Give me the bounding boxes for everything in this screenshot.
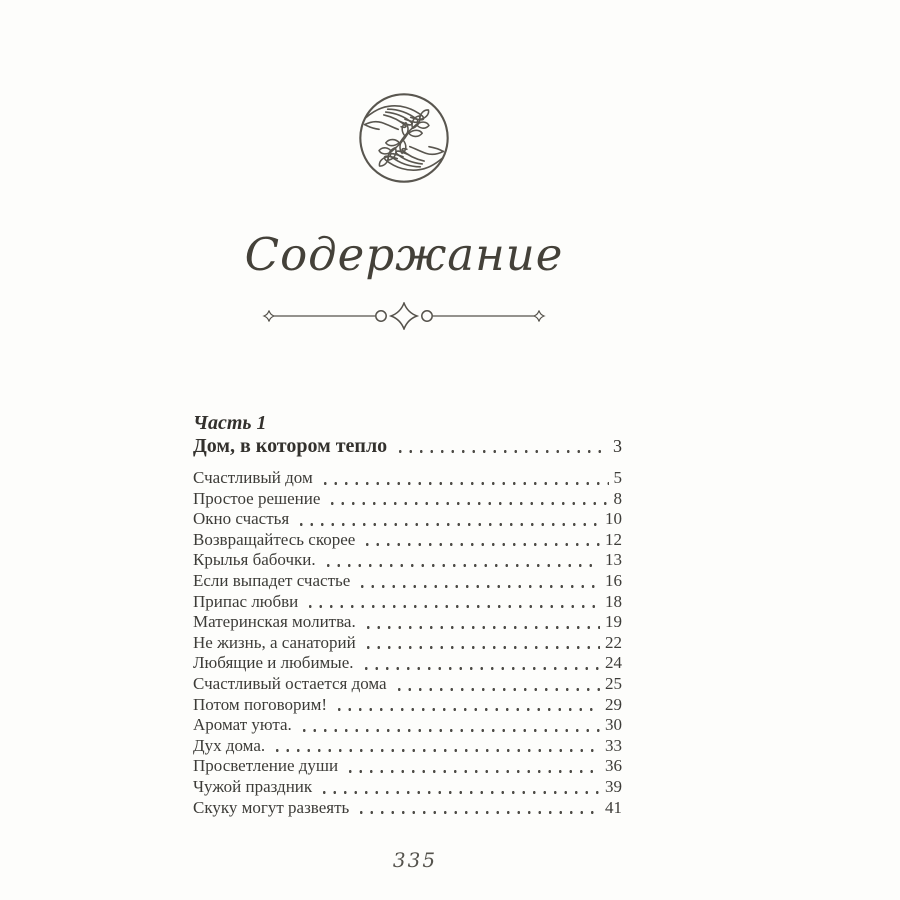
toc-entry[interactable] — [193, 736, 622, 757]
toc-entry-page-number: 18 — [605, 591, 622, 611]
dot-leader — [362, 530, 600, 551]
dot-leader — [327, 489, 608, 510]
toc-entry[interactable] — [193, 509, 622, 530]
dot-leader — [363, 612, 600, 633]
toc-entry-title: Материнская молитва. — [193, 612, 356, 632]
toc-entry[interactable] — [193, 798, 622, 819]
toc-entry-page-number: 16 — [605, 570, 622, 590]
toc-entry-title: Скуку могут развеять — [193, 797, 350, 817]
toc-entry-page-number: 29 — [605, 694, 622, 714]
dot-leader — [323, 550, 600, 571]
toc-entry-page-number: 22 — [605, 632, 622, 652]
dot-leader — [394, 674, 600, 695]
toc-entry-page-number: 25 — [605, 673, 622, 693]
toc-entry-title: Дух дома. — [193, 735, 266, 755]
toc-entry-title: Не жизнь, а санаторий — [193, 632, 356, 652]
toc-entry[interactable] — [193, 592, 622, 613]
toc-entry[interactable] — [193, 715, 622, 736]
toc-entry[interactable] — [193, 550, 622, 571]
toc-entry-page-number: 13 — [605, 550, 622, 570]
dot-leader — [363, 633, 600, 654]
toc-entry-page-number: 19 — [605, 612, 622, 632]
dot-leader — [334, 695, 600, 716]
dot-leader — [357, 571, 600, 592]
page-title: Содержание — [244, 228, 564, 281]
toc-entry-title: Счастливый остается дома — [193, 673, 387, 693]
toc-entry-title: Потом поговорим! — [193, 694, 328, 714]
folio-page-number: 335 — [392, 848, 438, 872]
toc-entry[interactable] — [193, 653, 622, 674]
toc-entry[interactable] — [193, 530, 622, 551]
toc-entry-title: Простое решение — [193, 488, 321, 508]
toc-entry-title: Чужой праздник — [193, 776, 313, 796]
toc-entry-page-number: 12 — [605, 529, 622, 549]
toc-entry-page-number: 5 — [613, 468, 622, 487]
toc-entry[interactable] — [193, 489, 622, 510]
table-of-contents — [193, 412, 622, 818]
toc-entry-page-number: 24 — [605, 653, 622, 673]
dot-leader — [272, 736, 600, 757]
toc-entry-title: Окно счастья — [193, 509, 290, 529]
toc-entry-page-number: 41 — [605, 797, 622, 817]
dot-leader — [345, 756, 600, 777]
toc-entry-title: Припас любви — [193, 591, 299, 611]
dot-leader — [319, 777, 600, 798]
toc-entry-title: Любящие и любимые. — [193, 653, 354, 673]
dot-leader — [395, 435, 609, 458]
dot-leader — [356, 798, 600, 819]
toc-entry[interactable] — [193, 633, 622, 654]
toc-entry-page-number: 30 — [605, 715, 622, 735]
toc-entry-title: Возвращайтесь скорее — [193, 529, 356, 549]
toc-entry-title: Аромат уюта. — [193, 715, 292, 735]
toc-entry-page-number: 8 — [613, 488, 622, 508]
dot-leader — [320, 468, 609, 489]
dot-leader — [361, 653, 600, 674]
hands-with-leafy-branches-icon — [356, 90, 452, 186]
toc-entry-title: Крылья бабочки. — [193, 550, 316, 570]
toc-entry[interactable] — [193, 777, 622, 798]
part-page-number: 3 — [613, 436, 622, 456]
part-title-row[interactable] — [193, 435, 622, 458]
toc-entry-page-number: 36 — [605, 756, 622, 776]
toc-entry[interactable] — [193, 756, 622, 777]
toc-entry-page-number: 33 — [605, 735, 622, 755]
ornamental-divider — [262, 302, 546, 330]
dot-leader — [305, 592, 600, 613]
toc-entry[interactable] — [193, 571, 622, 592]
toc-entry-list — [193, 468, 622, 818]
toc-entry[interactable] — [193, 612, 622, 633]
dot-leader — [296, 509, 600, 530]
toc-entry[interactable] — [193, 674, 622, 695]
part-title: Дом, в котором тепло — [193, 435, 388, 457]
toc-entry-title: Если выпадет счастье — [193, 570, 351, 590]
toc-entry-page-number: 10 — [605, 509, 622, 529]
part-label: Часть 1 — [193, 412, 267, 434]
toc-entry-title: Просветление души — [193, 756, 339, 776]
dot-leader — [299, 715, 600, 736]
toc-entry-title: Счастливый дом — [193, 468, 313, 487]
toc-entry[interactable] — [193, 695, 622, 716]
toc-entry[interactable] — [193, 468, 622, 489]
toc-entry-page-number: 39 — [605, 776, 622, 796]
